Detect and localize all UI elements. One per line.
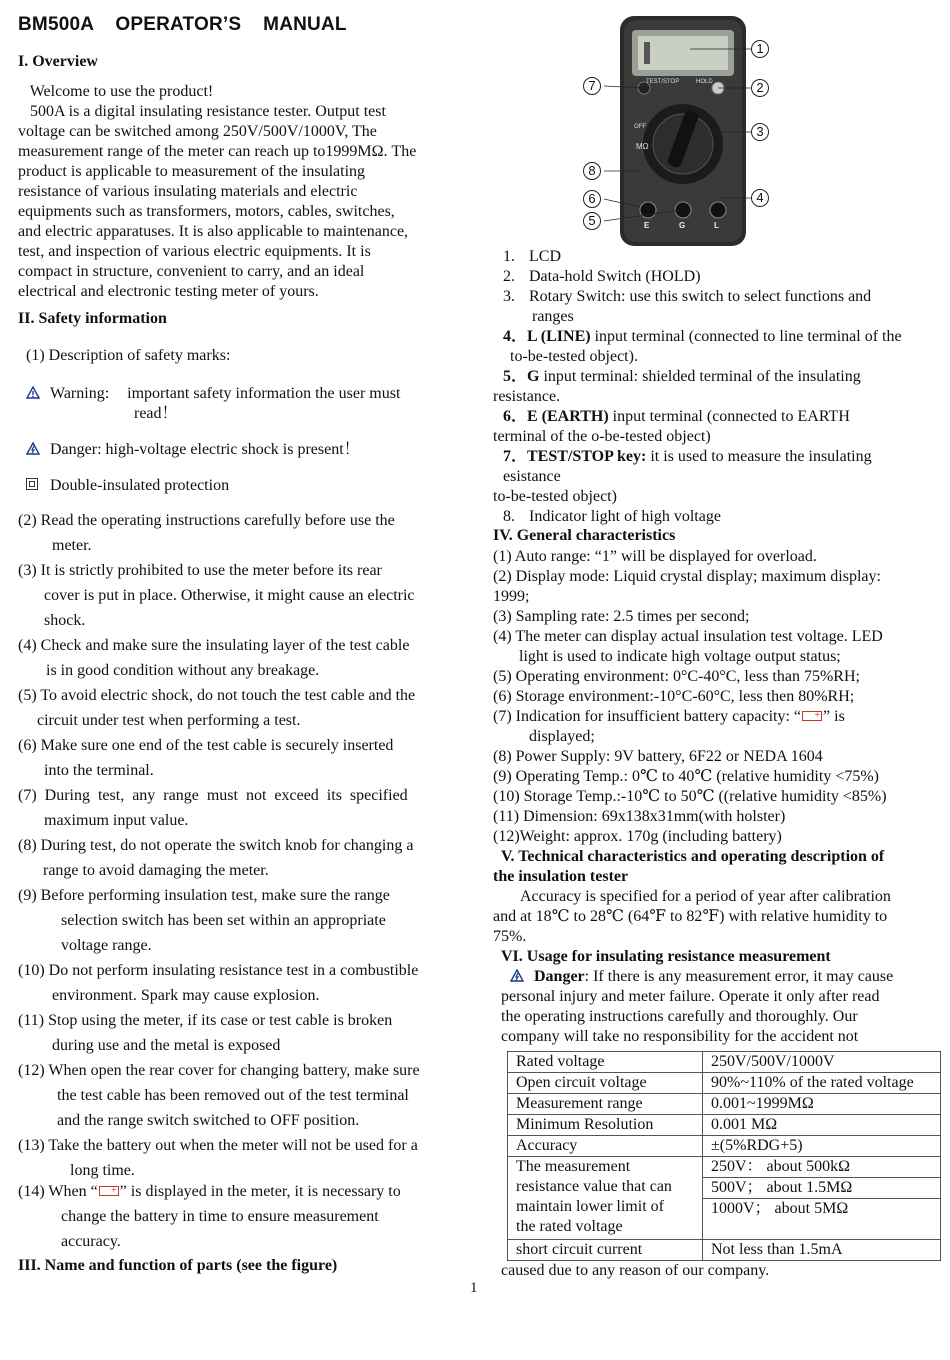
safety-item [18, 683, 420, 733]
parts-heading: III. Name and function of parts (see the figure) [18, 1257, 338, 1274]
part-7-text: it is used to measure the insulating [646, 448, 872, 465]
safety-item-line-cont: range to avoid damaging the meter. [43, 862, 269, 879]
terminal-l-label: L [714, 221, 719, 230]
warning-text: important safety information the user must [127, 385, 401, 402]
lower-limit-label-line: The measurement [516, 1158, 631, 1175]
general-line-10: displayed; [529, 728, 595, 745]
overview-line: resistance of various insulating materials and electric [18, 183, 358, 200]
callout-5: 5 [583, 212, 601, 230]
page-number: 1 [470, 1280, 478, 1296]
safety-item-line-cont: circuit under test when performing a test. [37, 712, 301, 729]
meter-off-label: OFF [634, 124, 646, 130]
overview-line: and electric apparatuses. It is also applicable to maintenance, [18, 223, 409, 240]
callout-1: 1 [751, 40, 769, 58]
overview-line: product is applicable to measurement of the insulating [18, 163, 366, 180]
usage-danger-text: : If there is any measurement error, it may cause [584, 968, 894, 985]
technical-heading-cont: the insulation tester [493, 868, 629, 885]
terminal-g-label: G [679, 221, 686, 230]
safety-item-line-cont: long time. [70, 1162, 135, 1179]
item14-text-a: (14) When “ [18, 1183, 98, 1200]
general-line-15: (12)Weight: approx. 170g (including battery) [493, 828, 782, 845]
overview-line: measurement range of the meter can reach up to1999MΩ. The [18, 143, 417, 160]
safety-item-line: (3) It is strictly prohibited to use the meter before its rear [18, 562, 382, 579]
part-1-text: LCD [529, 248, 561, 265]
safety-item [18, 833, 420, 883]
safety-item-line-cont: the test cable has been removed out of the test terminal [57, 1087, 409, 1104]
part-5-text-cont: resistance. [493, 388, 561, 405]
safety-item [18, 1008, 420, 1058]
technical-heading: V. Technical characteristics and operating description of [501, 848, 885, 865]
safety-item-line-cont: during use and the metal is exposed [52, 1037, 281, 1054]
lower-limit-label-line: the rated voltage [516, 1218, 623, 1235]
safety-item-line: (6) Make sure one end of the test cable is securely inserted [18, 737, 394, 754]
table-row [508, 1136, 941, 1157]
callout-leaders [580, 14, 780, 250]
callout-3: 3 [751, 123, 769, 141]
battery-low-icon [99, 1186, 119, 1196]
safety-item-line-cont: and the range switch switched to OFF position. [57, 1112, 360, 1129]
part-7-label: 7．TEST/STOP key: [503, 448, 647, 465]
overview-line: voltage can be switched among 250V/500V/1000V, The [18, 123, 377, 140]
part-item-4 [503, 327, 902, 347]
table-row [508, 1094, 941, 1115]
spec-value: 250V/500V/1000V [703, 1052, 941, 1073]
safety-item [18, 508, 420, 558]
general-line-3: 1999; [493, 588, 530, 605]
usage-line-4: company will take no responsibility for the accident not [501, 1028, 859, 1045]
spec-value: 0.001~1999MΩ [703, 1094, 941, 1115]
meter-test-stop-label: TEST/STOP [646, 79, 680, 85]
safety-item [18, 883, 420, 958]
safety-item-line-cont: shock. [44, 612, 86, 629]
safety-item-line-cont: selection switch has been set within an appropriate [61, 912, 386, 929]
overview-line: electrical and electronic testing meter of yours. [18, 283, 319, 300]
part-8-num: 8. [503, 508, 515, 525]
safety-item-line: (4) Check and make sure the insulating layer of the test cable [18, 637, 410, 654]
table-row-short-circuit [508, 1240, 941, 1261]
part-item-7 [503, 447, 872, 467]
overview-text [18, 82, 416, 302]
safety-item-line-cont: maximum input value. [44, 812, 189, 829]
general-line-11: (8) Power Supply: 9V battery, 6F22 or NEDA 1604 [493, 748, 823, 765]
overview-line: Welcome to use the product! [18, 83, 214, 100]
part-7-text-cont2: to-be-tested object) [493, 488, 617, 505]
spec-label: Minimum Resolution [508, 1115, 703, 1136]
part-item-6 [503, 407, 850, 427]
technical-line-1: Accuracy is specified for a period of year after calibration [520, 888, 891, 905]
callout-7: 7 [583, 77, 601, 95]
callout-4: 4 [751, 189, 769, 207]
general-line-4: (3) Sampling rate: 2.5 times per second; [493, 608, 750, 625]
general-heading: IV. General characteristics [493, 527, 676, 544]
callout-2: 2 [751, 79, 769, 97]
part-item-8 [503, 507, 721, 527]
part-5-label: 5．G [503, 368, 540, 385]
safety-item [18, 633, 420, 683]
item14-text-b: ” is displayed in the meter, it is necessary to [119, 1183, 401, 1200]
item14-line2: change the battery in time to ensure measurement [61, 1208, 379, 1225]
safety-item-line: (7) During test, any range must not exceed its specified [18, 787, 408, 804]
safety-item [18, 1133, 420, 1183]
part-3-text: Rotary Switch: use this switch to select functions and [529, 288, 872, 305]
part-6-text-cont: terminal of the o-be-tested object) [493, 428, 711, 445]
safety-item [18, 958, 420, 1008]
safety-item-line: (8) During test, do not operate the switch knob for changing a [18, 837, 414, 854]
part-item-2 [503, 267, 701, 287]
overview-line: compact in structure, convenient to carry, and an ideal [18, 263, 365, 280]
lower-limit-label-line: resistance value that can [516, 1178, 672, 1195]
safety-items-list [18, 508, 420, 1183]
overview-heading: I. Overview [18, 53, 98, 70]
safety-item [18, 733, 420, 783]
meter-hold-label: HOLD [696, 79, 713, 85]
part-item-5 [503, 367, 861, 387]
lower-limit-label-line: maintain lower limit of [516, 1198, 664, 1215]
part-3-num: 3. [503, 288, 515, 305]
part-item-1 [503, 247, 561, 267]
safety-item-line-cont: meter. [52, 537, 92, 554]
technical-line-3: 75%. [493, 928, 527, 945]
lower-limit-values [703, 1157, 941, 1240]
spec-value: ±(5%RDG+5) [703, 1136, 941, 1157]
usage-line-2: personal injury and meter failure. Operate it only after read [501, 988, 880, 1005]
part-4-label: 4．L (LINE) [503, 328, 591, 345]
meter-mohm-label: MΩ [636, 142, 649, 151]
table-row [508, 1052, 941, 1073]
warning-label: Warning: [50, 385, 110, 402]
spec-label: Accuracy [508, 1136, 703, 1157]
safety-marks-intro: (1) Description of safety marks: [26, 347, 231, 364]
safety-item-line: (2) Read the operating instructions carefully before use the [18, 512, 395, 529]
warning-text-cont: read！ [134, 405, 178, 422]
lower-limit-value: 500V； about 1.5MΩ [703, 1178, 940, 1199]
table-row-lower-limit [508, 1157, 941, 1240]
safety-item-line: (13) Take the battery out when the meter will not be used for a [18, 1137, 418, 1154]
general-line-8: (6) Storage environment:-10°C-60°C, less then 80%RH; [493, 688, 855, 705]
general-line-14: (11) Dimension: 69x138x31mm(with holster) [493, 808, 786, 825]
part-6-text: input terminal (connected to EARTH [608, 408, 850, 425]
part-4-text-cont: to-be-tested object). [510, 348, 638, 365]
part-8-text: Indicator light of high voltage [529, 508, 721, 525]
lower-limit-value: 1000V； about 5MΩ [711, 1200, 849, 1217]
item14-line3: accuracy. [61, 1233, 121, 1250]
warning-mark-row [26, 384, 400, 404]
general-line-12: (9) Operating Temp.: 0℃ to 40℃ (relative humidity <75%) [493, 768, 879, 785]
double-insulated-text: Double-insulated protection [50, 477, 230, 494]
safety-item-line-cont: into the terminal. [44, 762, 154, 779]
overview-line: 500A is a digital insulating resistance tester. Output test [18, 103, 386, 120]
double-insulated-icon [26, 478, 38, 490]
callout-8: 8 [583, 162, 601, 180]
spec-value: 90%~110% of the rated voltage [703, 1073, 941, 1094]
short-circuit-value: Not less than 1.5mA [703, 1240, 941, 1261]
safety-heading: II. Safety information [18, 310, 167, 327]
table-row [508, 1115, 941, 1136]
part-3-text-cont: ranges [532, 308, 574, 325]
part-7-text-cont: esistance [503, 468, 561, 485]
safety-item [18, 783, 420, 833]
terminal-e-label: E [644, 221, 650, 230]
battery-indication-text-b: ” is [823, 708, 845, 725]
spec-label: Rated voltage [508, 1052, 703, 1073]
danger-mark-row [26, 440, 360, 460]
spec-label: Measurement range [508, 1094, 703, 1115]
overview-line: test, and inspection of various electric equipments. It is [18, 243, 371, 260]
part-1-num: 1. [503, 248, 515, 265]
lower-limit-value: 250V： about 500kΩ [703, 1157, 940, 1178]
general-line-6: light is used to indicate high voltage output status; [519, 648, 841, 665]
general-line-2: (2) Display mode: Liquid crystal display; maximum display: [493, 568, 881, 585]
safety-item-line-cont: is in good condition without any breakage. [46, 662, 320, 679]
spec-table [507, 1051, 941, 1261]
usage-heading: VI. Usage for insulating resistance measurement [501, 948, 831, 965]
overview-line: equipments such as transformers, motors, cables, switches, [18, 203, 395, 220]
part-2-num: 2. [503, 268, 515, 285]
warning-triangle-icon [26, 385, 40, 398]
safety-item-line-cont: cover is put in place. Otherwise, it might cause an electric [44, 587, 415, 604]
danger-triangle-icon [510, 968, 524, 981]
part-2-text: Data-hold Switch (HOLD) [529, 268, 701, 285]
general-line-13: (10) Storage Temp.:-10℃ to 50℃ ((relative humidity <85%) [493, 788, 887, 805]
short-circuit-label: short circuit current [508, 1240, 703, 1261]
usage-line-1 [510, 967, 893, 987]
lower-limit-label [508, 1157, 703, 1240]
usage-after-table: caused due to any reason of our company. [501, 1262, 770, 1279]
safety-item [18, 558, 420, 633]
double-insulated-row [26, 476, 229, 496]
general-line-9 [493, 707, 845, 727]
safety-item-line-cont: environment. Spark may cause explosion. [52, 987, 320, 1004]
high-voltage-icon [26, 441, 40, 454]
general-line-1: (1) Auto range: “1” will be displayed for overload. [493, 548, 817, 565]
part-5-text: input terminal: shielded terminal of the insulating [539, 368, 861, 385]
part-4-text: input terminal (connected to line terminal of the [590, 328, 902, 345]
table-row [508, 1073, 941, 1094]
part-item-3 [503, 287, 871, 307]
usage-line-3: the operating instructions carefully and thoroughly. Our [501, 1008, 858, 1025]
safety-item-line-cont: voltage range. [61, 937, 152, 954]
safety-item-line: (10) Do not perform insulating resistance test in a combustible [18, 962, 419, 979]
safety-item [18, 1058, 420, 1133]
battery-indication-text-a: (7) Indication for insufficient battery capacity: “ [493, 708, 802, 725]
technical-line-2: and at 18℃ to 28℃ (64℉ to 82℉) with relative humidity to [493, 908, 888, 925]
spec-value: 0.001 MΩ [703, 1115, 941, 1136]
usage-danger-label: Danger [534, 968, 585, 985]
safety-item-line: (5) To avoid electric shock, do not touch the test cable and the [18, 687, 416, 704]
safety-item-line: (11) Stop using the meter, if its case or test cable is broken [18, 1012, 393, 1029]
part-6-label: 6．E (EARTH) [503, 408, 609, 425]
general-line-5: (4) The meter can display actual insulation test voltage. LED [493, 628, 883, 645]
safety-item-line: (12) When open the rear cover for changing battery, make sure [18, 1062, 420, 1079]
danger-text: Danger: high-voltage electric shock is present！ [50, 441, 360, 458]
battery-low-icon [802, 711, 822, 721]
callout-6: 6 [583, 190, 601, 208]
safety-item-14 [18, 1182, 401, 1202]
general-line-7: (5) Operating environment: 0°C-40°C, less than 75%RH; [493, 668, 860, 685]
spec-label: Open circuit voltage [508, 1073, 703, 1094]
safety-item-line: (9) Before performing insulation test, make sure the range [18, 887, 390, 904]
document-title: BM500A OPERATOR’S MANUAL [18, 14, 347, 35]
